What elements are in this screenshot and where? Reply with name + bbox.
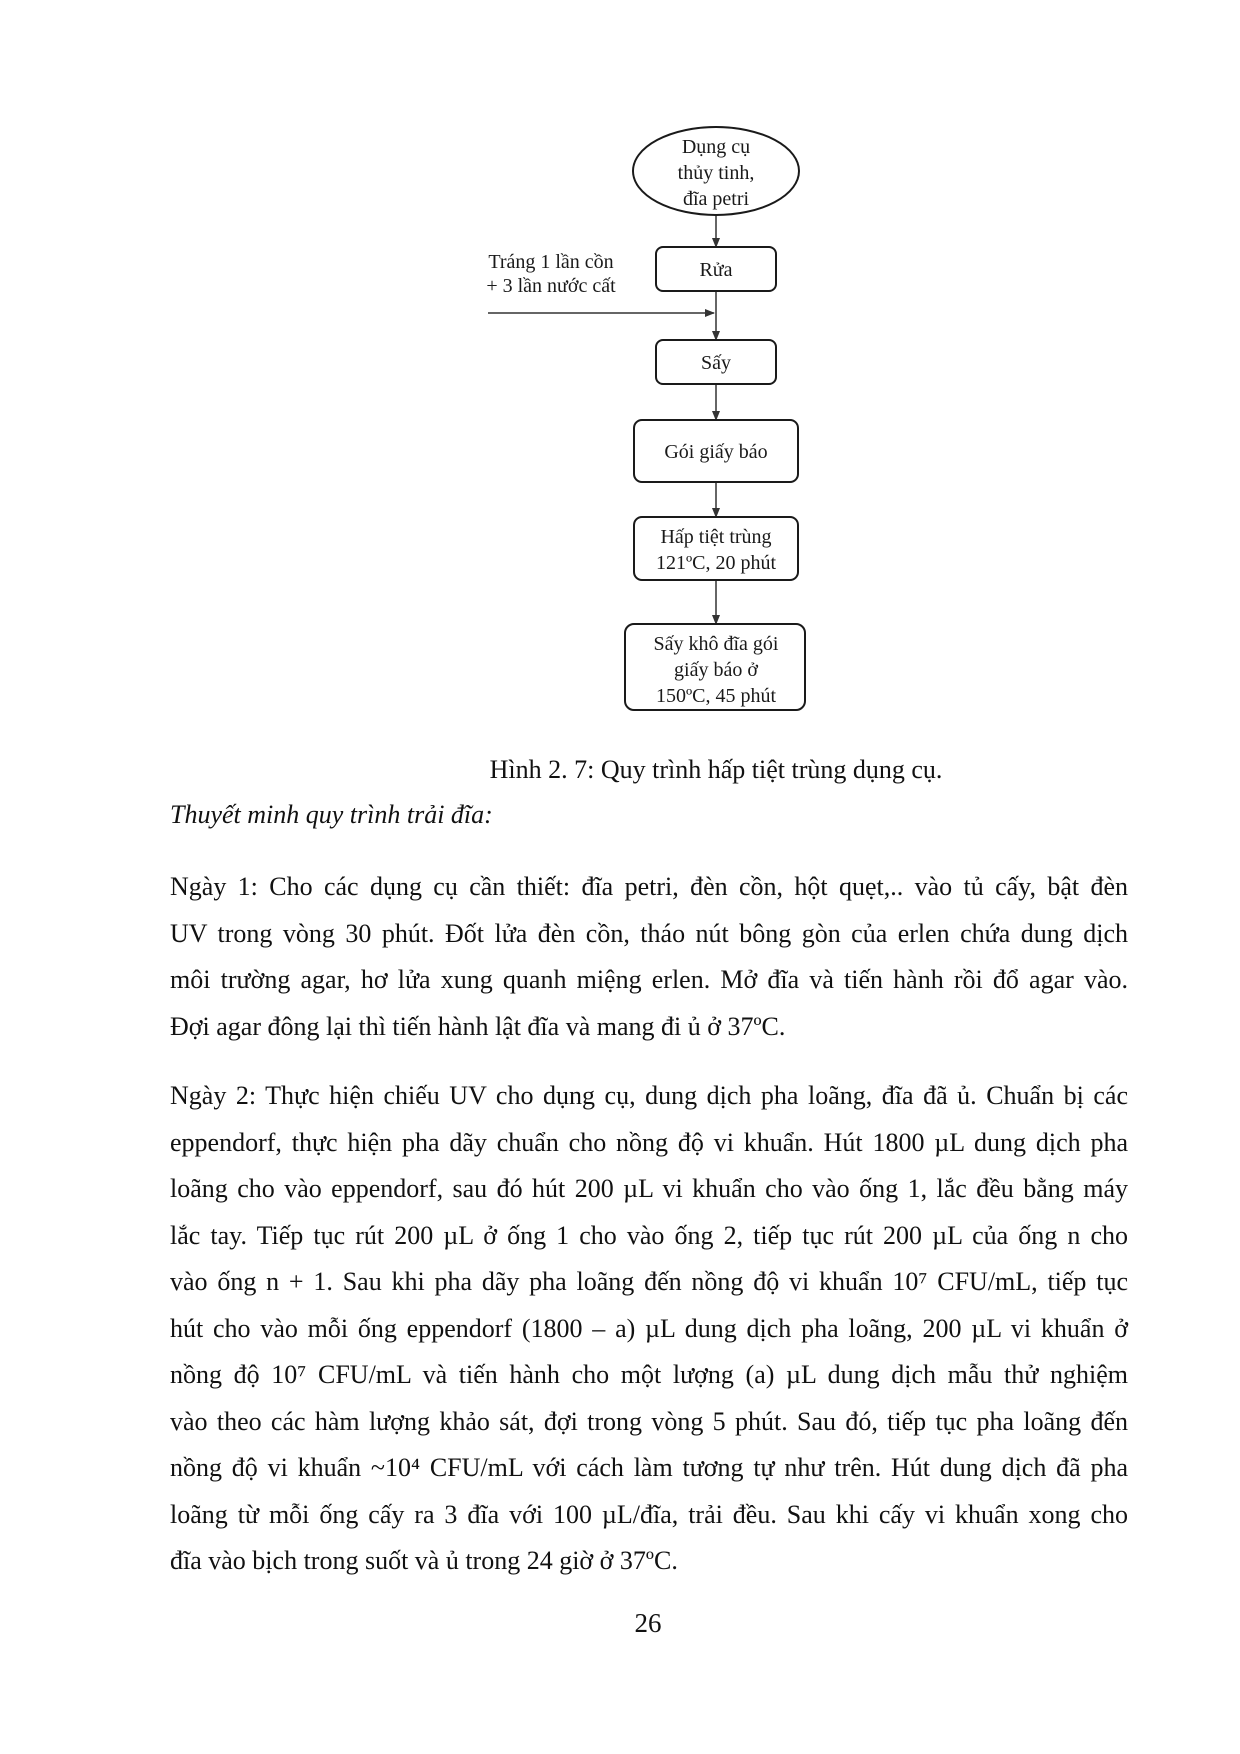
flowchart-step-autoclave <box>634 517 798 580</box>
side-input-line-1: Tráng 1 lần cồn <box>488 251 614 273</box>
flowchart-side-input <box>486 251 616 297</box>
paragraph-line: eppendorf, thực hiện pha dãy chuẩn cho nồng độ vi khuẩn. Hút 1800 µL dung dịch pha <box>170 1127 1128 1157</box>
paragraph-line: môi trường agar, hơ lửa xung quanh miệng erlen. Mở đĩa và tiến hành rồi đổ agar vào. <box>170 965 1128 994</box>
paragraph-line: loãng từ mỗi ống cấy ra 3 đĩa với 100 µL/đĩa, trải đều. Sau khi cấy vi khuẩn xong cho <box>170 1499 1128 1529</box>
paragraph-line: vào ống n + 1. Sau khi pha dãy pha loãng đến nồng độ vi khuẩn 10⁷ CFU/mL, tiếp tục <box>170 1267 1128 1296</box>
paragraph-line: Ngày 1: Cho các dụng cụ cần thiết: đĩa petri, đèn cồn, hột quẹt,.. vào tủ cấy, bật đèn <box>170 872 1128 901</box>
figure-caption: Hình 2. 7: Quy trình hấp tiệt trùng dụng cụ. <box>489 755 943 784</box>
flowchart-start-node <box>633 127 799 215</box>
paragraph-line: UV trong vòng 30 phút. Đốt lửa đèn cồn, tháo nút bông gòn của erlen chứa dung dịch <box>170 918 1128 948</box>
paragraph-line: Ngày 2: Thực hiện chiếu UV cho dụng cụ, dung dịch pha loãng, đĩa đã ủ. Chuẩn bị các <box>170 1081 1128 1110</box>
paragraph-line: hút cho vào mỗi ống eppendorf (1800 – a) µL dung dịch pha loãng, 200 µL vi khuẩn ở <box>170 1313 1128 1343</box>
step-wrap-label: Gói giấy báo <box>664 441 768 463</box>
paragraph-line: loãng cho vào eppendorf, sau đó hút 200 µL vi khuẩn cho vào ống 1, lắc đều bằng máy <box>170 1174 1128 1203</box>
paragraph-day-2 <box>170 1073 1128 1585</box>
paragraph-line: nồng độ vi khuẩn ~10⁴ CFU/mL với cách làm tương tự như trên. Hút dung dịch đã pha <box>170 1453 1128 1482</box>
flowchart-step-dry <box>656 340 776 384</box>
sterilization-flowchart <box>0 0 1240 740</box>
start-node-line-2: thủy tinh, <box>677 162 755 184</box>
step-final-line-1: Sấy khô đĩa gói <box>653 633 779 655</box>
start-node-line-1: Dụng cụ <box>681 136 751 158</box>
paragraph-line: vào theo các hàm lượng khảo sát, đợi trong vòng 5 phút. Sau đó, tiếp tục pha loãng đến <box>170 1406 1128 1436</box>
paragraph-day-1 <box>170 864 1128 1050</box>
start-node-line-3: đĩa petri <box>682 188 750 210</box>
paragraph-line: Đợi agar đông lại thì tiến hành lật đĩa và mang đi ủ ở 37ºC. <box>170 1011 786 1041</box>
paragraph-line: đĩa vào bịch trong suốt và ủ trong 24 giờ ở 37ºC. <box>170 1546 678 1575</box>
page-number: 26 <box>634 1608 662 1638</box>
step-autoclave-line-2: 121ºC, 20 phút <box>655 552 777 574</box>
paragraph-line: nồng độ 10⁷ CFU/mL và tiến hành cho một lượng (a) µL dung dịch mẫu thử nghiệm <box>170 1360 1128 1389</box>
step-wash-label: Rửa <box>699 259 733 281</box>
step-final-line-3: 150ºC, 45 phút <box>655 685 777 707</box>
flowchart-step-wash <box>656 247 776 291</box>
step-final-line-2: giấy báo ở <box>674 659 758 681</box>
flowchart-step-final-dry <box>625 624 805 710</box>
step-autoclave-line-1: Hấp tiệt trùng <box>660 526 772 548</box>
flowchart-step-wrap <box>634 420 798 482</box>
section-title: Thuyết minh quy trình trải đĩa: <box>170 800 493 829</box>
step-dry-label: Sấy <box>701 352 731 374</box>
paragraph-line: lắc tay. Tiếp tục rút 200 µL ở ống 1 cho vào ống 2, tiếp tục rút 200 µL của ống n cho <box>170 1220 1128 1250</box>
side-input-line-2: + 3 lần nước cất <box>486 275 616 297</box>
